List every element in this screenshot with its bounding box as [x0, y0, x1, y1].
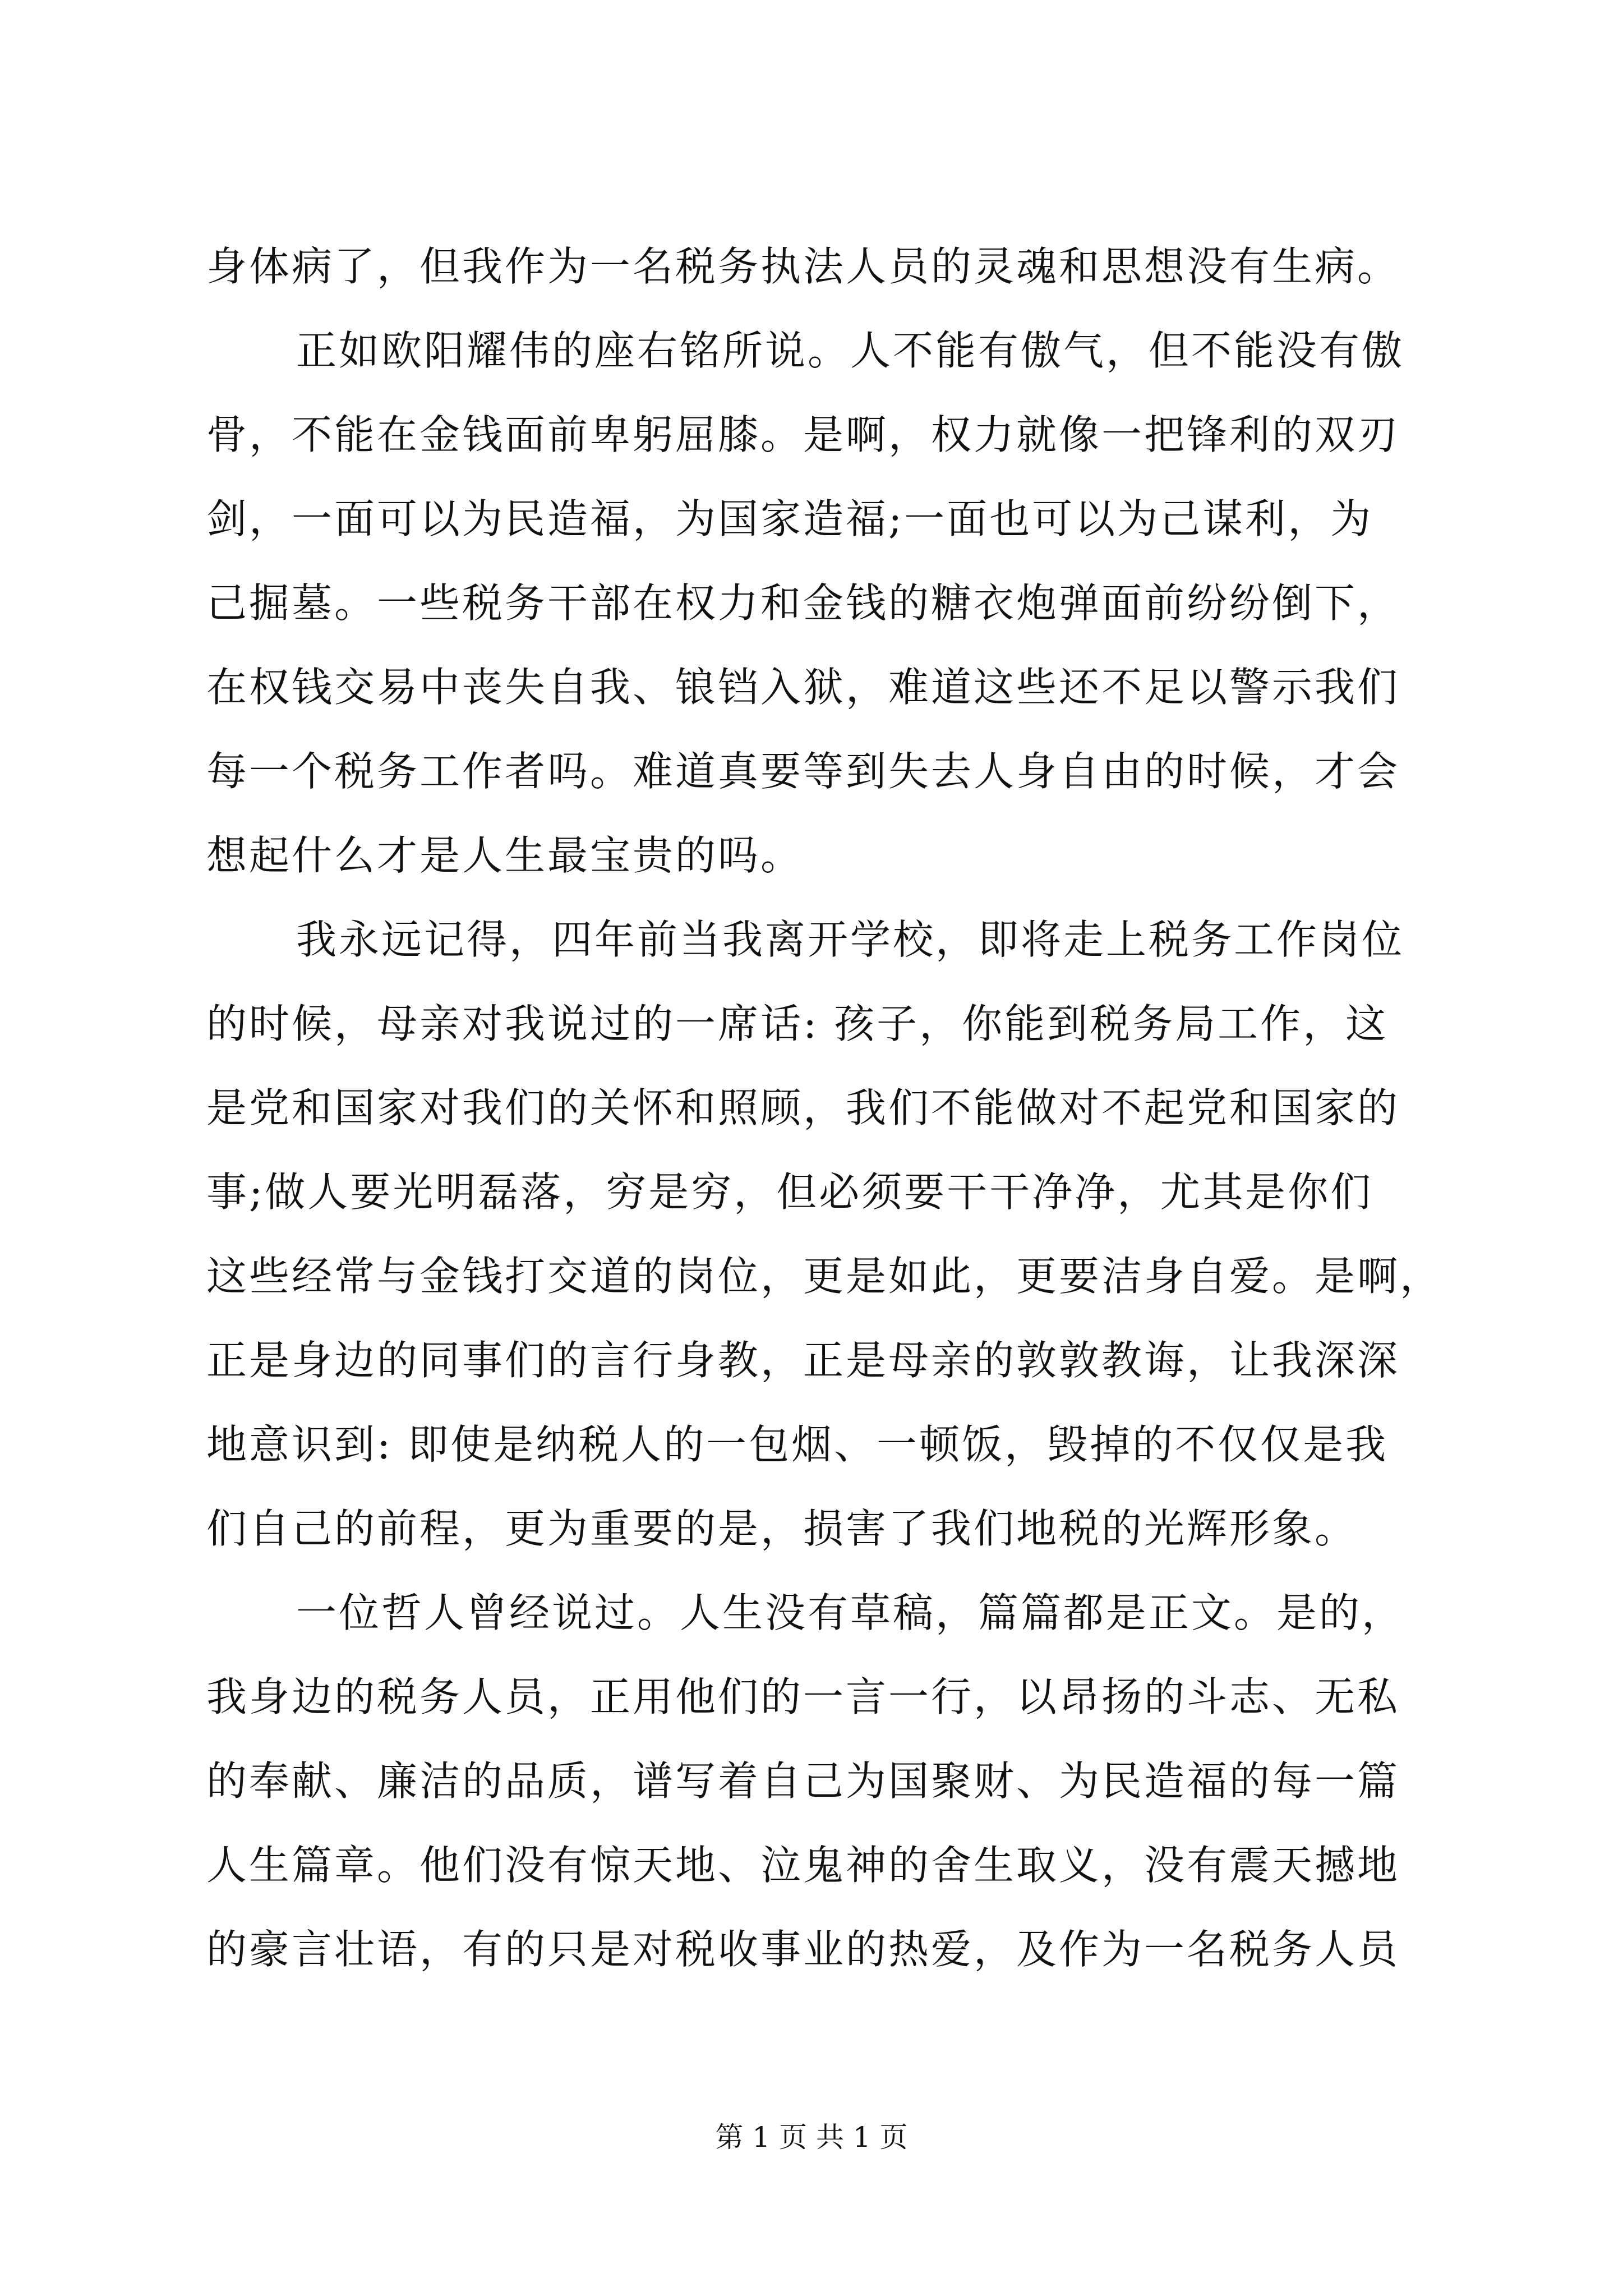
text-line: 想起什么才是人生最宝贵的吗。	[206, 832, 804, 879]
text-line: 这些经常与金钱打交道的岗位，更是如此，更要洁身自爱。是啊，	[206, 1253, 1443, 1300]
text-line: 骨，不能在金钱面前卑躬屈膝。是啊，权力就像一把锋利的双刃	[206, 411, 1400, 458]
text-line: 人生篇章。他们没有惊天地、泣鬼神的舍生取义，没有震天撼地	[206, 1842, 1400, 1889]
text-line: 的豪言壮语，有的只是对税收事业的热爱，及作为一名税务人员	[206, 1926, 1400, 1973]
text-line: 正如欧阳耀伟的座右铭所说。人不能有傲气，但不能没有傲	[296, 327, 1405, 374]
text-line: 我身边的税务人员，正用他们的一言一行，以昂扬的斗志、无私	[206, 1673, 1400, 1720]
text-line: 在权钱交易中丧失自我、锒铛入狱，难道这些还不足以警示我们	[206, 664, 1400, 711]
text-line: 地意识到: 即使是纳税人的一包烟、一顿饭，毁掉的不仅仅是我	[206, 1421, 1389, 1468]
text-line: 每一个税务工作者吗。难道真要等到失去人身自由的时候，才会	[206, 748, 1400, 795]
text-line: 是党和国家对我们的关怀和照顾，我们不能做对不起党和国家的	[206, 1084, 1400, 1131]
text-line: 的时候，母亲对我说过的一席话: 孩子，你能到税务局工作，这	[206, 1000, 1389, 1047]
text-line: 一位哲人曾经说过。人生没有草稿，篇篇都是正文。是的，	[296, 1589, 1405, 1636]
page-number-footer: 第 1 页 共 1 页	[715, 2121, 908, 2154]
text-line: 正是身边的同事们的言行身教，正是母亲的敦敦教诲，让我深深	[206, 1337, 1400, 1384]
text-line: 我永远记得，四年前当我离开学校，即将走上税务工作岗位	[296, 916, 1405, 963]
text-line: 的奉献、廉洁的品质，谱写着自己为国聚财、为民造福的每一篇	[206, 1757, 1400, 1805]
document-body	[206, 224, 1443, 1991]
text-line: 己掘墓。一些税务干部在权力和金钱的糖衣炮弹面前纷纷倒下，	[206, 579, 1400, 627]
text-line: 剑，一面可以为民造福，为国家造福;一面也可以为己谋利，为	[206, 495, 1373, 542]
text-line: 身体病了，但我作为一名税务执法人员的灵魂和思想没有生病。	[206, 243, 1400, 290]
text-line: 们自己的前程，更为重要的是，损害了我们地税的光辉形象。	[206, 1505, 1358, 1552]
text-line: 事;做人要光明磊落，穷是穷，但必须要干干净净，尤其是你们	[206, 1168, 1373, 1216]
